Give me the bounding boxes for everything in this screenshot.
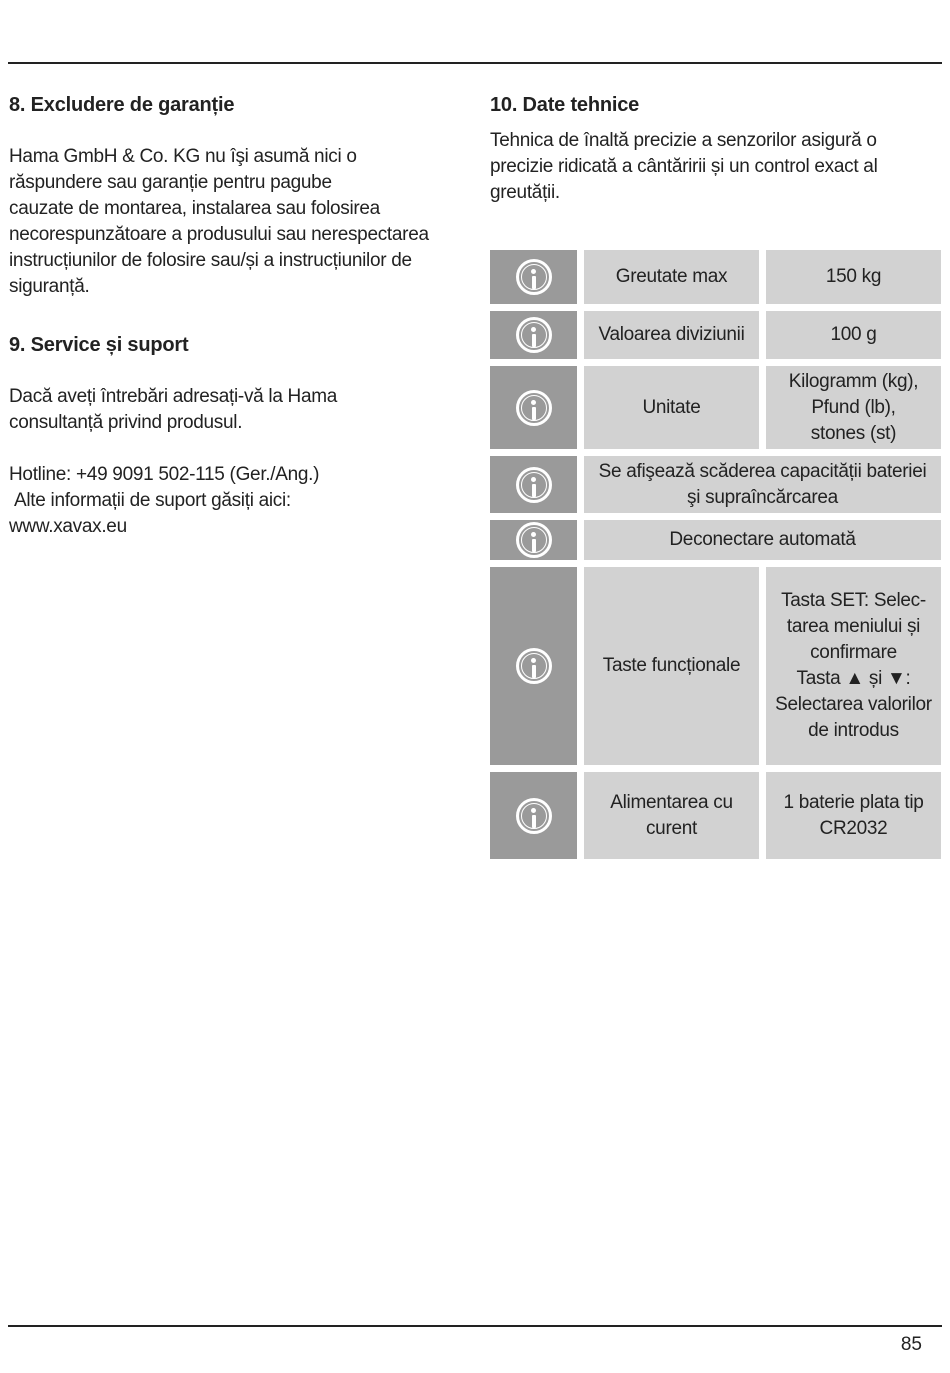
spec-row-power-supply [490,772,941,859]
info-icon [516,522,552,558]
spec-label: Unitate [584,366,759,449]
spec-value-line: Kilogramm (kg), [788,370,919,392]
section-9-line: Dacă aveți întrebări adresați-vă la Hama [9,386,338,407]
spec-label [584,772,759,859]
section-9-line: consultanță privind produsul. [9,412,243,433]
spec-label: Taste funcționale [584,567,759,765]
info-icon [516,798,552,834]
spec-value-line: de introdus [808,720,899,741]
spec-label-line: Alimentarea cu [610,791,733,813]
spec-row-max-weight [490,250,941,304]
icon-cell [490,456,577,513]
spec-value: 150 kg [766,250,941,304]
spec-value-line: 1 baterie plata tip [783,791,924,813]
section-8-heading: 8. Excludere de garanție [9,94,235,116]
info-icon [516,259,552,295]
section-10-line: Tehnica de înaltă precizie a senzorilor asigură o [490,130,877,151]
top-rule [8,62,942,64]
technical-data-table [490,250,941,866]
section-8-line: Hama GmbH & Co. KG nu îşi asumă nici o [9,146,357,167]
icon-cell [490,520,577,560]
section-8-line: siguranță. [9,276,90,297]
more-info-text: Alte informații de suport găsiți aici: [14,490,291,511]
section-8-line: cauzate de montarea, instalarea sau folosirea [9,198,380,219]
spec-value [766,366,941,449]
section-9-heading: 9. Service și suport [9,334,189,356]
spec-label: Valoarea diviziunii [584,311,759,359]
spec-wide-line: Se afişează scăderea capacității bateriei [598,460,927,482]
spec-row-unit [490,366,941,449]
section-8-line: necorespunzătoare a produsului sau nerespectarea [9,224,429,245]
spec-value: 100 g [766,311,941,359]
spec-wide [584,456,941,513]
icon-cell [490,366,577,449]
spec-value-line: confirmare [810,642,897,663]
icon-cell [490,567,577,765]
spec-value-line: Selectarea valorilor [775,694,932,715]
spec-row-battery-indicator [490,456,941,513]
spec-row-division [490,311,941,359]
spec-row-function-keys [490,567,941,765]
info-icon [516,467,552,503]
icon-cell [490,311,577,359]
spec-label-line: curent [645,817,697,839]
spec-row-auto-off [490,520,941,560]
icon-cell [490,250,577,304]
icon-cell [490,772,577,859]
spec-value-line: Tasta SET: Selec- [781,590,926,611]
page-number: 85 [900,1334,922,1355]
bottom-rule [8,1325,942,1327]
section-10-line: greutății. [490,182,560,203]
section-10-heading: 10. Date tehnice [490,94,640,116]
section-8-line: răspundere sau garanție pentru pagube [9,172,332,193]
spec-value [766,772,941,859]
right-column [490,92,942,206]
spec-value-line: stones (st) [810,422,897,444]
spec-wide: Deconectare automată [584,520,941,560]
spec-value-line: Pfund (lb), [811,396,896,418]
spec-label: Greutate max [584,250,759,304]
info-icon [516,390,552,426]
section-8-line: instrucțiunilor de folosire sau/și a instrucțiunilor de [9,250,412,271]
info-icon [516,648,552,684]
website-link[interactable]: www.xavax.eu [9,516,127,537]
spec-value-line: tarea meniului și [786,616,921,637]
spec-value-line: CR2032 [819,817,888,839]
spec-value-line: Tasta ▲ și ▼: [796,668,911,689]
left-column [9,92,459,540]
section-10-line: precizie ridicată a cântăririi și un control exact al [490,156,878,177]
spec-value [766,567,941,765]
spec-wide-line: şi supraîncărcarea [687,486,838,508]
hotline-text: Hotline: +49 9091 502-115 (Ger./Ang.) [9,464,320,485]
info-icon [516,317,552,353]
